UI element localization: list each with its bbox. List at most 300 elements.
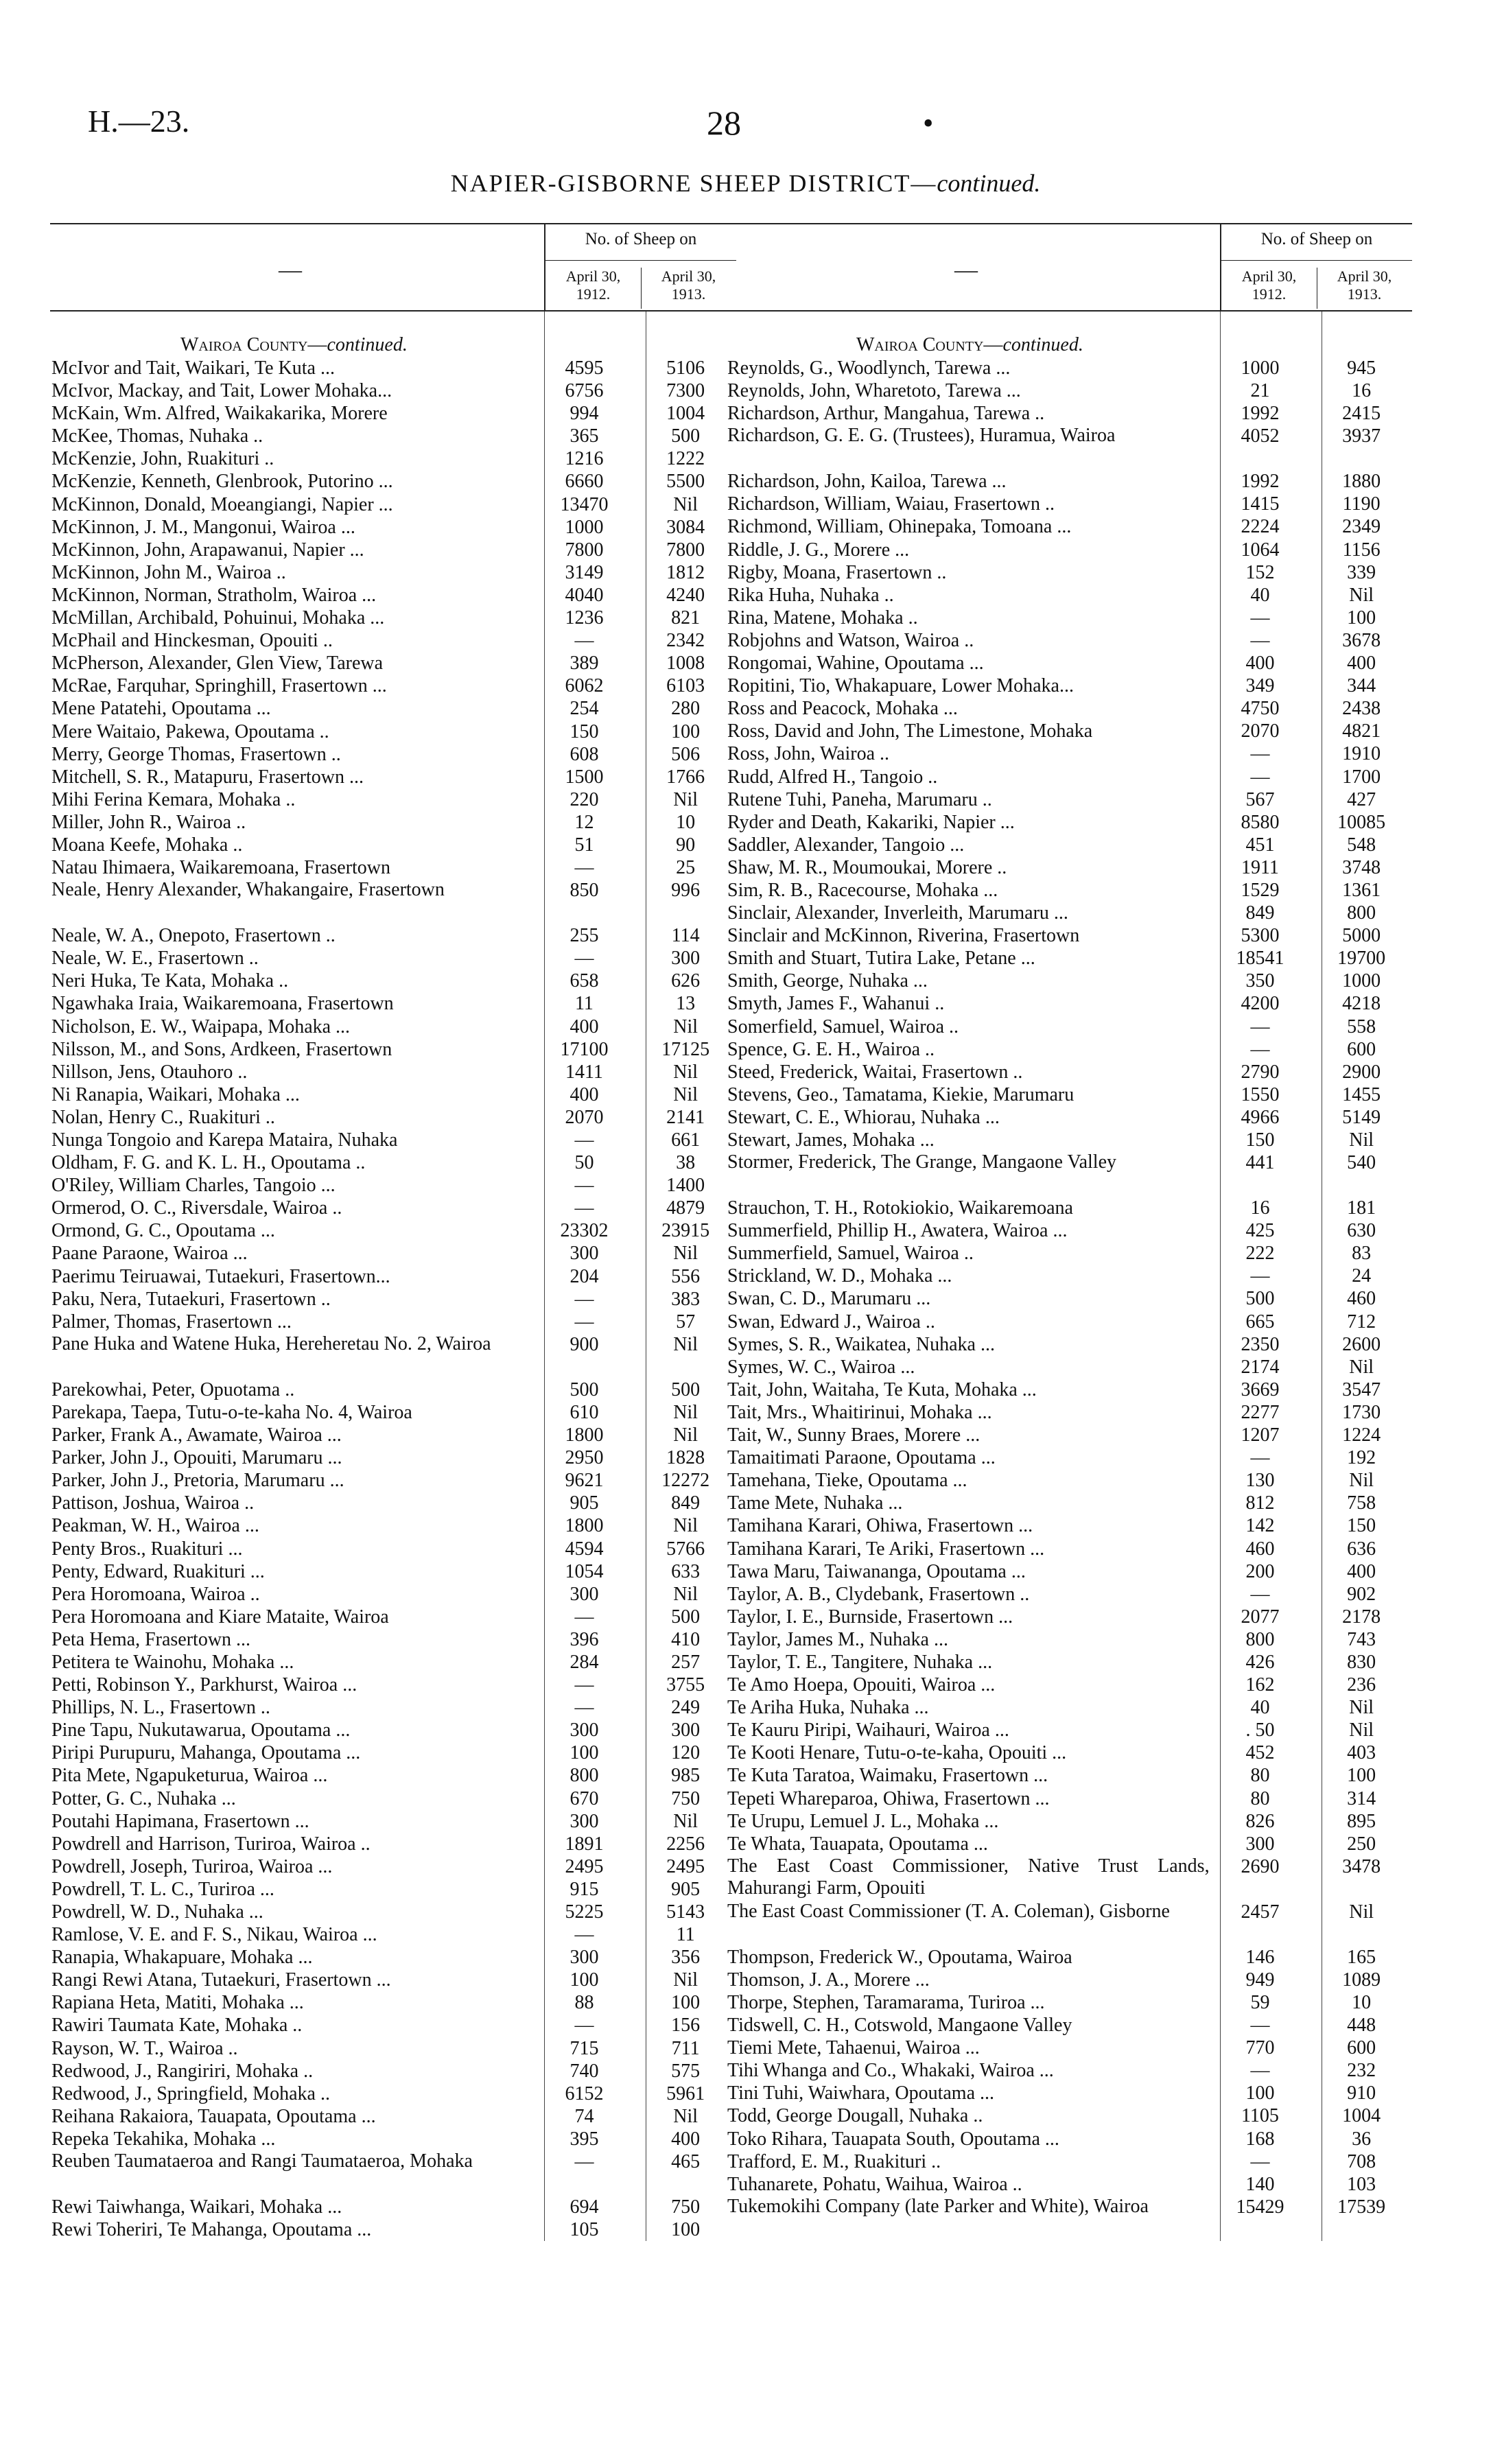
sheep-1912: — (574, 2151, 594, 2173)
sheep-1912: 6062 (565, 675, 604, 697)
sheep-1913: 400 (1347, 1560, 1376, 1582)
sheep-1912: 6660 (565, 471, 604, 493)
sheep-1913: 1766 (666, 766, 705, 788)
owner-name: Ryder and Death, Kakariki, Napier ... (727, 811, 1015, 833)
owner-name: McKinnon, John, Arapawanui, Napier ... (51, 539, 364, 561)
owner-name: Thorpe, Stephen, Taramarama, Turiroa ... (727, 1992, 1045, 2013)
table-row (726, 2196, 1412, 2241)
sheep-1913: 5500 (666, 471, 705, 493)
table-row (726, 379, 1412, 402)
year-1912-header: April 30, 1912. (1221, 268, 1317, 309)
table-row (726, 720, 1412, 742)
sheep-1912: 80 (1250, 1765, 1270, 1787)
table-row (50, 1855, 736, 1878)
sheep-1912: 1105 (1241, 2105, 1279, 2127)
owner-name: Piripi Purupuru, Mahanga, Opoutama ... (51, 1742, 361, 1764)
sheep-1913: 556 (671, 1265, 701, 1287)
table-row (50, 1219, 736, 1242)
table-row (50, 1878, 736, 1901)
table-row (50, 924, 736, 947)
table-row (50, 1333, 736, 1378)
table-row (50, 1038, 736, 1061)
owner-name: Ross and Peacock, Mohaka ... (727, 698, 958, 720)
table-row (50, 1764, 736, 1787)
sheep-1913: 2415 (1342, 403, 1381, 425)
owner-name: Petti, Robinson Y., Parkhurst, Wairoa ... (51, 1674, 357, 1696)
table-row (726, 1311, 1412, 1333)
owner-name: Te Amo Hoepa, Opouiti, Wairoa ... (727, 1674, 996, 1696)
table-row (726, 584, 1412, 607)
sheep-1912: — (1250, 1265, 1270, 1287)
owner-column-header: — (279, 257, 302, 283)
sheep-1913: 448 (1347, 2015, 1376, 2037)
owner-name: Neale, W. E., Frasertown .. (51, 948, 259, 970)
table-row (50, 2105, 736, 2128)
owner-name: Rangi Rewi Atana, Tutaekuri, Frasertown ... (51, 1969, 391, 1991)
sheep-1912: 5225 (565, 1901, 604, 1923)
owner-name: McPhail and Hinckesman, Opouiti .. (51, 630, 333, 652)
sheep-1912: — (574, 1197, 594, 1219)
sheep-1912: 12 (574, 811, 594, 833)
sheep-1912: 4200 (1241, 993, 1280, 1015)
sheep-1913: 750 (671, 1787, 701, 1809)
sheep-1913: 905 (671, 1878, 701, 1900)
owner-name: O'Riley, William Charles, Tangoio ... (51, 1175, 336, 1197)
sheep-1912: 300 (570, 1947, 599, 1969)
owner-name: Tawa Maru, Taiwananga, Opoutama ... (727, 1560, 1026, 1582)
owner-name: Penty Bros., Ruakituri ... (51, 1538, 243, 1560)
sheep-1913: 633 (671, 1560, 701, 1582)
table-row (726, 1651, 1412, 1674)
sheep-1913: 758 (1347, 1492, 1376, 1514)
owner-name: Neale, W. A., Onepoto, Frasertown .. (51, 925, 336, 947)
sheep-1912: 162 (1245, 1674, 1275, 1696)
table-row (726, 607, 1412, 629)
sheep-1913: 3755 (666, 1674, 705, 1696)
table-row (726, 1424, 1412, 1446)
sheep-1912: 300 (570, 1720, 599, 1741)
sheep-1912: 4966 (1241, 1106, 1280, 1128)
owner-name: McKenzie, John, Ruakituri .. (51, 448, 274, 470)
sheep-1913: 2178 (1342, 1606, 1381, 1628)
sheep-1912: 900 (570, 1333, 599, 1355)
sheep-1913: Nil (673, 1401, 698, 1423)
table-row (50, 1538, 736, 1560)
owner-name: Sinclair, Alexander, Inverleith, Marumaru ... (727, 902, 1068, 924)
sheep-1913: 100 (671, 2219, 701, 2241)
sheep-1912: 500 (570, 1378, 599, 1400)
owner-name: Tamaitimati Paraone, Opoutama ... (727, 1447, 996, 1469)
sheep-1912: 812 (1245, 1492, 1275, 1514)
sheep-1912: 254 (570, 698, 599, 720)
sheep-1913: 1156 (1342, 539, 1381, 561)
sheep-1913: 400 (1347, 653, 1376, 674)
sheep-1913: 181 (1347, 1197, 1376, 1219)
sheep-count-header (544, 224, 736, 310)
sheep-1912: 140 (1245, 2173, 1275, 2195)
sheep-1913: 2600 (1342, 1333, 1381, 1355)
owner-name: McKinnon, John M., Wairoa .. (51, 561, 286, 583)
owner-name: Natau Ihimaera, Waikaremoana, Frasertown (51, 857, 391, 879)
sheep-1912: — (1250, 1016, 1270, 1037)
owner-name: Symes, S. R., Waikatea, Nuhaka ... (727, 1333, 995, 1355)
table-row (50, 1492, 736, 1514)
table-row (726, 856, 1412, 879)
table-row (50, 2014, 736, 2037)
table-row (50, 1923, 736, 1946)
sheep-1912: — (1250, 607, 1270, 629)
sheep-1912: 365 (570, 425, 599, 447)
sheep-1912: 4595 (565, 357, 604, 379)
sheep-1912: 88 (574, 1992, 594, 2014)
table-row (726, 1855, 1412, 1901)
sheep-1913: 17539 (1337, 2196, 1386, 2218)
owner-name: Tiemi Mete, Tahaenui, Wairoa ... (727, 2037, 980, 2059)
sheep-1912: 567 (1245, 788, 1275, 810)
table-row (726, 1696, 1412, 1719)
table-row (726, 2014, 1412, 2037)
sheep-1913: Nil (673, 1243, 698, 1265)
table-row (726, 1946, 1412, 1969)
owner-name: McIvor and Tait, Waikari, Te Kuta ... (51, 357, 335, 379)
sheep-1913: 895 (1347, 1810, 1376, 1832)
sheep-1912: 222 (1245, 1243, 1275, 1265)
owner-name: McKinnon, J. M., Mangonui, Wairoa ... (51, 516, 355, 538)
table-row (50, 425, 736, 447)
sheep-1913: Nil (673, 1969, 698, 1991)
table-row (726, 1991, 1412, 2014)
sheep-1913: 630 (1347, 1220, 1376, 1242)
sheep-1913: 1224 (1342, 1424, 1381, 1446)
owner-name: McIvor, Mackay, and Tait, Lower Mohaka... (51, 380, 392, 402)
sheep-1912: 4750 (1241, 698, 1280, 720)
owner-name: Richardson, John, Kailoa, Tarewa ... (727, 471, 1007, 493)
sheep-1913: 2438 (1342, 698, 1381, 720)
table-row (50, 629, 736, 652)
owner-name: Te Urupu, Lemuel J. L., Mohaka ... (727, 1810, 999, 1832)
owner-name: Mitchell, S. R., Matapuru, Frasertown ... (51, 766, 364, 788)
owner-name: Tepeti Whareparoa, Ohiwa, Frasertown ... (727, 1787, 1050, 1809)
owner-name: Peta Hema, Frasertown ... (51, 1628, 251, 1650)
table-row (50, 539, 736, 561)
sheep-1912: — (574, 2015, 594, 2037)
sheep-1912: 396 (570, 1628, 599, 1650)
table-row (726, 2150, 1412, 2173)
sheep-1912: — (1250, 1038, 1270, 1060)
owner-name: Ropitini, Tio, Whakapuare, Lower Mohaka... (727, 675, 1074, 697)
sheep-1912: 400 (570, 1083, 599, 1105)
sheep-1912: 142 (1245, 1515, 1275, 1537)
owner-name: Ross, David and John, The Limestone, Mohaka (727, 720, 1093, 742)
owner-name: Sim, R. B., Racecourse, Mohaka ... (727, 879, 998, 901)
sheep-1913: Nil (673, 493, 698, 515)
table-row (726, 493, 1412, 515)
owner-name: Rigby, Moana, Frasertown .. (727, 561, 947, 583)
sheep-1913: 100 (1347, 607, 1376, 629)
sheep-1913: 165 (1347, 1946, 1376, 1968)
sheep-1912: 850 (570, 880, 599, 902)
sheep-1912: 1236 (565, 607, 604, 629)
sheep-1912: — (574, 1129, 594, 1151)
table-row (50, 584, 736, 607)
owner-name: Rudd, Alfred H., Tangoio .. (727, 766, 938, 788)
owner-name: Ranapia, Whakapuare, Mohaka ... (51, 1947, 313, 1969)
table-row (726, 1197, 1412, 1219)
sheep-1913: 356 (671, 1947, 701, 1969)
table-row (50, 811, 736, 834)
owner-name: Riddle, J. G., Morere ... (727, 539, 910, 561)
table-row (726, 629, 1412, 652)
district-title-text: NAPIER-GISBORNE SHEEP DISTRICT— (450, 169, 937, 197)
table-row (50, 1833, 736, 1855)
table-row (50, 607, 736, 629)
owner-name: Pine Tapu, Nukutawarua, Opoutama ... (51, 1720, 351, 1741)
sheep-count-label: No. of Sheep on (585, 230, 697, 248)
sheep-1913: 10085 (1337, 811, 1386, 833)
right-table-body (726, 312, 1412, 2241)
table-row (726, 2082, 1412, 2104)
sheep-1913: 460 (1347, 1288, 1376, 1310)
sheep-1913: Nil (1349, 1129, 1374, 1151)
sheep-1912: 2690 (1241, 1855, 1280, 1877)
table-row (50, 1446, 736, 1469)
sheep-1912: 146 (1245, 1946, 1275, 1968)
sheep-1912: 658 (570, 970, 599, 992)
sheep-1912: 740 (570, 2060, 599, 2082)
sheep-1912: 130 (1245, 1470, 1275, 1492)
sheep-1913: 25 (676, 857, 696, 879)
sheep-1912: 915 (570, 1878, 599, 1900)
sheep-1912: 1992 (1241, 403, 1280, 425)
document-reference: H.—23. (88, 104, 190, 139)
sheep-1912: 1992 (1241, 471, 1280, 493)
sheep-1913: 575 (671, 2060, 701, 2082)
owner-name: Reuben Taumataeroa and Rangi Taumataeroa, Mohaka (51, 2150, 473, 2172)
owner-name: Tidswell, C. H., Cotswold, Mangaone Valley (727, 2015, 1072, 2037)
sheep-1912: — (574, 1311, 594, 1333)
owner-name: Redwood, J., Rangiriri, Mohaka .. (51, 2060, 314, 2082)
table-row (726, 742, 1412, 765)
table-row (726, 924, 1412, 947)
table-row (726, 1764, 1412, 1787)
owner-name: Te Ariha Huka, Nuhaka ... (727, 1697, 929, 1719)
district-title (0, 169, 1491, 198)
owner-name: Pita Mete, Ngapuketurua, Wairoa ... (51, 1765, 328, 1787)
table-row (726, 1378, 1412, 1401)
sheep-1912: 300 (570, 1810, 599, 1832)
owner-name: Stormer, Frederick, The Grange, Mangaone Valley (727, 1151, 1116, 1173)
sheep-1913: Nil (673, 1583, 698, 1605)
sheep-1912: 1207 (1241, 1424, 1280, 1446)
table-row (50, 834, 736, 856)
sheep-1913: 1828 (666, 1447, 705, 1469)
sheep-1912: 17100 (560, 1038, 609, 1060)
table-row (726, 1514, 1412, 1537)
sheep-1913: 902 (1347, 1583, 1376, 1605)
table-row (50, 2218, 736, 2241)
sheep-1912: 2350 (1241, 1333, 1280, 1355)
owner-name: Summerfield, Samuel, Wairoa .. (727, 1243, 974, 1265)
sheep-1912: 50 (574, 1152, 594, 1174)
owner-name: McKinnon, Donald, Moeangiangi, Napier ... (51, 493, 393, 515)
table-row (726, 1469, 1412, 1492)
sheep-count-label: No. of Sheep on (1260, 230, 1373, 248)
sheep-1912: 11 (574, 993, 594, 1015)
owner-name: Tait, W., Sunny Braes, Morere ... (727, 1424, 981, 1446)
sheep-1912: — (574, 1175, 594, 1197)
owner-name: Te Kooti Henare, Tutu-o-te-kaha, Opouiti ... (727, 1742, 1067, 1764)
sheep-1912: 168 (1245, 2128, 1275, 2150)
sheep-1913: 100 (671, 720, 701, 742)
sheep-1912: 4040 (565, 584, 604, 606)
table-row (50, 561, 736, 584)
sheep-1912: 389 (570, 653, 599, 674)
owner-name: Penty, Edward, Ruakituri ... (51, 1560, 265, 1582)
sheep-1913: 150 (1347, 1515, 1376, 1537)
sheep-1913: 12272 (661, 1470, 710, 1492)
sheep-1912: 1054 (565, 1560, 604, 1582)
sheep-1913: 3084 (666, 516, 705, 538)
owner-name: Nunga Tongoio and Karepa Mataira, Nuhaka (51, 1129, 398, 1151)
owner-name: Tamihana Karari, Ohiwa, Frasertown ... (727, 1515, 1033, 1537)
table-row (726, 1901, 1412, 1946)
table-row (726, 2128, 1412, 2150)
sheep-1913: 4218 (1342, 993, 1381, 1015)
owner-name: Tini Tuhi, Waiwhara, Opoutama ... (727, 2082, 994, 2104)
table-row (50, 1378, 736, 1401)
sheep-1913: 4240 (666, 584, 705, 606)
table-row (50, 1288, 736, 1311)
sheep-1912: 715 (570, 2037, 599, 2059)
sheep-1913: 11 (676, 1924, 695, 1946)
owner-name: Paku, Nera, Tutaekuri, Frasertown .. (51, 1288, 331, 1310)
table-row (50, 1129, 736, 1151)
table-row (50, 1151, 736, 1174)
owner-name: Nillson, Jens, Otauhoro .. (51, 1061, 248, 1083)
sheep-1913: 661 (671, 1129, 701, 1151)
owner-name: Ni Ranapia, Waikari, Mohaka ... (51, 1083, 300, 1105)
sheep-1913: 800 (1347, 902, 1376, 924)
table-row (50, 1901, 736, 1923)
table-row (50, 1083, 736, 1106)
table-row (50, 493, 736, 516)
owner-name: Miller, John R., Wairoa .. (51, 811, 246, 833)
sheep-1913: 5106 (666, 357, 705, 379)
sheep-1912: 4594 (565, 1538, 604, 1560)
owner-name: Redwood, J., Springfield, Mohaka .. (51, 2082, 330, 2104)
owner-name: Reynolds, John, Wharetoto, Tarewa ... (727, 380, 1021, 402)
sheep-count-header (1220, 224, 1412, 310)
owner-name: Shaw, M. R., Moumoukai, Morere .. (727, 856, 1007, 878)
owner-name: Strickland, W. D., Mohaka ... (727, 1265, 952, 1287)
sheep-1913: 10 (676, 811, 696, 833)
sheep-1913: 17125 (661, 1038, 710, 1060)
sheep-1913: 711 (671, 2037, 700, 2059)
sheep-1913: 427 (1347, 788, 1376, 810)
sheep-1912: 6152 (565, 2082, 604, 2104)
page-number: 28 (707, 104, 741, 142)
table-row (50, 879, 736, 924)
table-row (50, 447, 736, 470)
sheep-1913: 232 (1347, 2060, 1376, 2082)
table-row (726, 1969, 1412, 1991)
table-row (50, 1991, 736, 2014)
sheep-1913: 2342 (666, 630, 705, 652)
sheep-1912: — (574, 1606, 594, 1628)
table-row (50, 2037, 736, 2060)
owner-name: Parekapa, Taepa, Tutu-o-te-kaha No. 4, Wairoa (51, 1401, 412, 1423)
sheep-1912: 770 (1245, 2037, 1275, 2059)
owner-name: Powdrell, W. D., Nuhaka ... (51, 1901, 263, 1923)
table-row (726, 674, 1412, 697)
owner-name: Paerimu Teiruawai, Tutaekuri, Frasertown... (51, 1265, 390, 1287)
sheep-1913: Nil (1349, 1720, 1374, 1741)
owner-name: Ormond, G. C., Opoutama ... (51, 1220, 275, 1242)
table-row (726, 1674, 1412, 1696)
table-row (726, 1446, 1412, 1469)
sheep-1912: 80 (1250, 1787, 1270, 1809)
sheep-1912: 23302 (560, 1220, 609, 1242)
table-row (50, 1016, 736, 1038)
sheep-1912: 1550 (1241, 1083, 1280, 1105)
sheep-1912: 220 (570, 788, 599, 810)
table-row (50, 1787, 736, 1810)
table-row (726, 1787, 1412, 1810)
sheep-1913: 300 (671, 948, 701, 970)
sheep-1913: 114 (671, 925, 700, 947)
owner-name: Rika Huha, Nuhaka .. (727, 584, 894, 606)
table-row (50, 2060, 736, 2082)
sheep-1913: 1880 (1342, 471, 1381, 493)
owner-name: Potter, G. C., Nuhaka ... (51, 1787, 236, 1809)
sheep-1912: 8580 (1241, 811, 1280, 833)
owner-name: Tait, John, Waitaha, Te Kuta, Mohaka ... (727, 1378, 1037, 1400)
sheep-1912: 610 (570, 1401, 599, 1423)
owner-name: The East Coast Commissioner (T. A. Coleman), Gisborne (727, 1900, 1170, 1922)
year-1912-header: April 30, 1912. (545, 268, 642, 309)
sheep-1913: 1812 (666, 561, 705, 583)
sheep-1912: 608 (570, 743, 599, 765)
table-row (726, 1606, 1412, 1628)
sheep-1913: 548 (1347, 834, 1376, 856)
sheep-1912: 18541 (1236, 948, 1284, 970)
table-row (726, 970, 1412, 992)
owner-name: Rapiana Heta, Matiti, Mohaka ... (51, 1992, 304, 2014)
table-row (50, 788, 736, 811)
sheep-1912: 949 (1245, 1969, 1275, 1991)
sheep-1913: 830 (1347, 1651, 1376, 1673)
sheep-1912: 849 (1245, 902, 1275, 924)
table-row (726, 788, 1412, 811)
sheep-1912: 2277 (1241, 1401, 1280, 1423)
table-row (50, 1946, 736, 1969)
sheep-1913: 100 (1347, 1765, 1376, 1787)
table-row (726, 1219, 1412, 1242)
sheep-1913: 2256 (666, 1833, 705, 1855)
owner-name: Ormerod, O. C., Riversdale, Wairoa .. (51, 1197, 342, 1219)
sheep-1913: 600 (1347, 2037, 1376, 2059)
owner-name: Tame Mete, Nuhaka ... (727, 1492, 903, 1514)
year-headers (545, 260, 736, 311)
owner-name: Tihi Whanga and Co., Whakaki, Wairoa ... (727, 2060, 1054, 2082)
table-row (50, 1514, 736, 1537)
sheep-1912: 9621 (565, 1470, 604, 1492)
sheep-1913: 5961 (666, 2082, 705, 2104)
table-row (50, 1174, 736, 1197)
owner-name: Richardson, William, Waiau, Frasertown .. (727, 493, 1055, 515)
table-row (726, 1106, 1412, 1129)
sheep-1913: 1000 (1342, 970, 1381, 992)
